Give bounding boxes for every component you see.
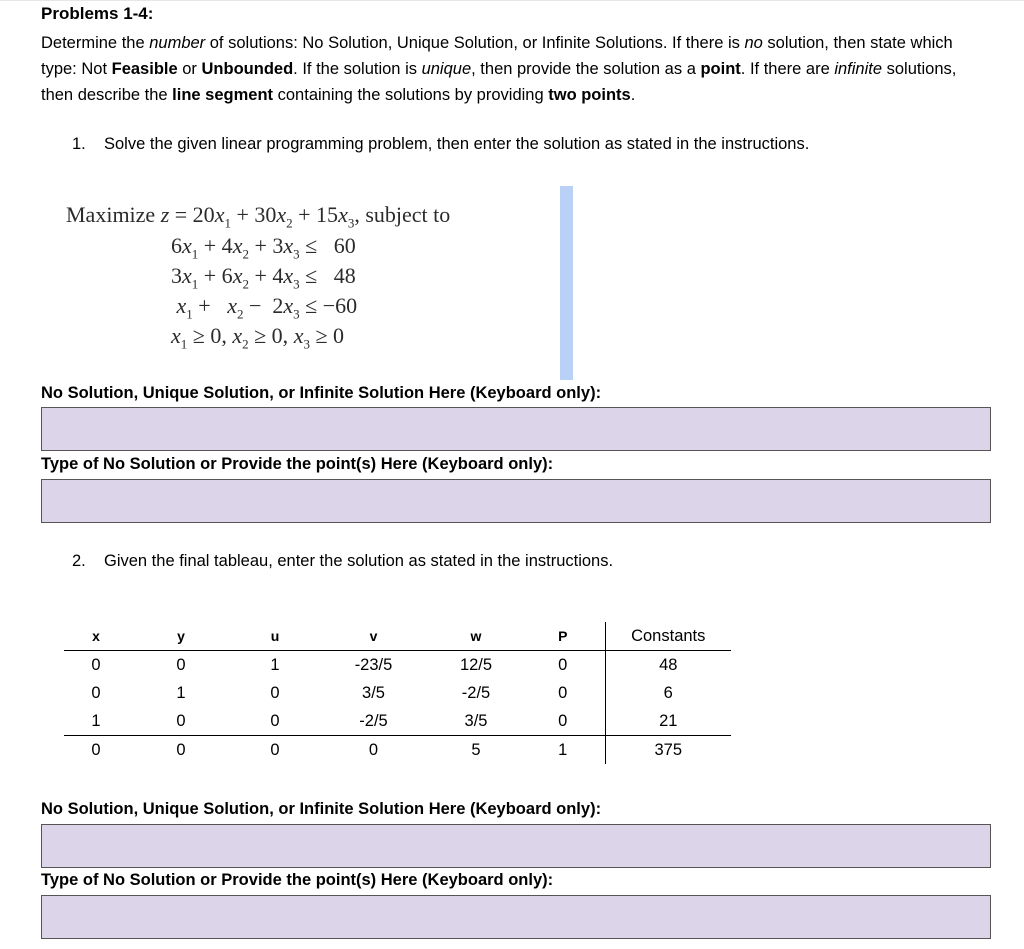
tableau-cell: 0 xyxy=(91,683,101,702)
q1-solution-count-label: No Solution, Unique Solution, or Infinite Solution Here (Keyboard only): xyxy=(41,384,602,402)
q2-solution-count-input[interactable] xyxy=(41,824,991,868)
tableau-cell: 0 xyxy=(316,736,431,765)
q2-solution-type-input[interactable] xyxy=(41,895,991,939)
tableau-cell: 0 xyxy=(234,736,316,765)
tableau-row xyxy=(64,707,731,736)
tableau-cell: 0 xyxy=(558,683,568,702)
tableau-cell: 0 xyxy=(176,655,186,674)
tableau-cell: 0 xyxy=(128,736,234,765)
q2-solution-count-label: No Solution, Unique Solution, or Infinite Solution Here (Keyboard only): xyxy=(41,800,602,818)
q1-solution-type-label: Type of No Solution or Provide the point(s) Here (Keyboard only): xyxy=(41,455,554,473)
instruction-text-run: . If there are xyxy=(740,60,835,78)
tableau-header-row xyxy=(64,622,731,651)
tableau-cell: 0 xyxy=(270,683,280,702)
tableau-cell: 0 xyxy=(270,711,280,730)
tableau-row xyxy=(64,679,731,707)
tableau-header: P xyxy=(521,622,605,651)
instruction-text-run: no xyxy=(744,34,763,52)
tableau-cell: 0 xyxy=(558,711,568,730)
tableau-header: y xyxy=(128,622,234,651)
instruction-text-run: solution, then state which type: Not xyxy=(41,34,953,78)
tableau-cell: 1 xyxy=(176,683,186,702)
instruction-text-run: point xyxy=(700,60,741,78)
tableau-cell: 0 xyxy=(176,711,186,730)
instruction-text-run: line segment xyxy=(172,86,274,104)
tableau-cell: 6 xyxy=(605,679,731,707)
tableau-objective-row xyxy=(64,736,731,765)
top-rule xyxy=(0,0,1024,1)
tableau-cell: -2/5 xyxy=(461,683,491,702)
lp-nonnegativity: $x_1 \ge 0$, $x_2 \ge 0$, $x_3 \ge 0$ xyxy=(171,323,345,352)
tableau-cell: -23/5 xyxy=(354,655,393,674)
tableau-header: u xyxy=(234,622,316,651)
lp-constraint-2: $3x_1 + 6x_2 + 4x_3 \le 48$ xyxy=(171,263,356,292)
tableau-cell: 375 xyxy=(605,736,731,765)
tableau-cell: 48 xyxy=(605,651,731,680)
problems-heading: Problems 1-4: xyxy=(41,4,154,23)
instruction-text-run: Determine the xyxy=(41,34,150,52)
tableau-cell: -2/5 xyxy=(359,711,388,730)
instruction-text-run: unique xyxy=(421,60,472,78)
q2-solution-type-label: Type of No Solution or Provide the point(s) Here (Keyboard only): xyxy=(41,871,554,889)
tableau-cell: 0 xyxy=(64,736,128,765)
tableau-header: x xyxy=(64,622,128,651)
tableau-cell: 0 xyxy=(91,655,101,674)
selection-highlight xyxy=(560,186,573,380)
tableau-cell: 5 xyxy=(431,736,521,765)
instruction-text-run: or xyxy=(177,60,202,78)
tableau-cell: 0 xyxy=(558,655,568,674)
lp-constraint-3: $x_1 + x_2 - 2x_3 \le -60$ xyxy=(176,293,358,322)
instruction-text-run: , then provide the solution as a xyxy=(471,60,701,78)
instruction-text-run: two points xyxy=(548,86,631,104)
instruction-text-run: of solutions: No Solution, Unique Solution, or Infinite Solutions. If there is xyxy=(205,34,745,52)
lp-objective-expr: $z = 20x_1 + 30x_2 + 15x_3$, subject to xyxy=(160,202,451,231)
tableau-header-constants: Constants xyxy=(605,622,731,651)
tableau-header: v xyxy=(316,622,431,651)
instruction-text-run: solutions, then describe the xyxy=(41,60,957,104)
final-tableau xyxy=(64,622,731,764)
instruction-text-run: Feasible xyxy=(111,60,178,78)
question-2-text: Given the final tableau, enter the solution as stated in the instructions. xyxy=(104,552,614,570)
instructions-paragraph xyxy=(41,30,991,108)
tableau-cell: 21 xyxy=(605,707,731,736)
tableau-cell: 3/5 xyxy=(362,683,385,702)
q1-solution-type-input[interactable] xyxy=(41,479,991,523)
instruction-text-run: infinite xyxy=(834,60,883,78)
tableau-cell: 1 xyxy=(91,711,101,730)
lp-constraint-1: $6x_1 + 4x_2 + 3x_3 \le 60$ xyxy=(171,233,356,262)
lp-objective-prefix: Maximize xyxy=(66,202,156,227)
instruction-text-run: Unbounded xyxy=(201,60,294,78)
q1-solution-count-input[interactable] xyxy=(41,407,991,451)
tableau-cell: 1 xyxy=(521,736,605,765)
instruction-text-run: containing the solutions by providing xyxy=(273,86,549,104)
question-1-text: Solve the given linear programming problem, then enter the solution as stated in the instructions. xyxy=(104,135,810,153)
instruction-text-run: number xyxy=(149,34,206,52)
tableau-row xyxy=(64,651,731,680)
question-1-number: 1. xyxy=(72,135,86,153)
question-2 xyxy=(72,552,613,571)
question-2-number: 2. xyxy=(72,552,86,570)
instruction-text-run: . If the solution is xyxy=(293,60,422,78)
lp-problem xyxy=(66,200,546,360)
tableau-cell: 3/5 xyxy=(464,711,488,730)
instruction-text-run: . xyxy=(630,86,636,104)
tableau-header: w xyxy=(431,622,521,651)
tableau-cell: 1 xyxy=(270,655,280,674)
question-1 xyxy=(72,135,809,154)
tableau-cell: 12/5 xyxy=(459,655,493,674)
